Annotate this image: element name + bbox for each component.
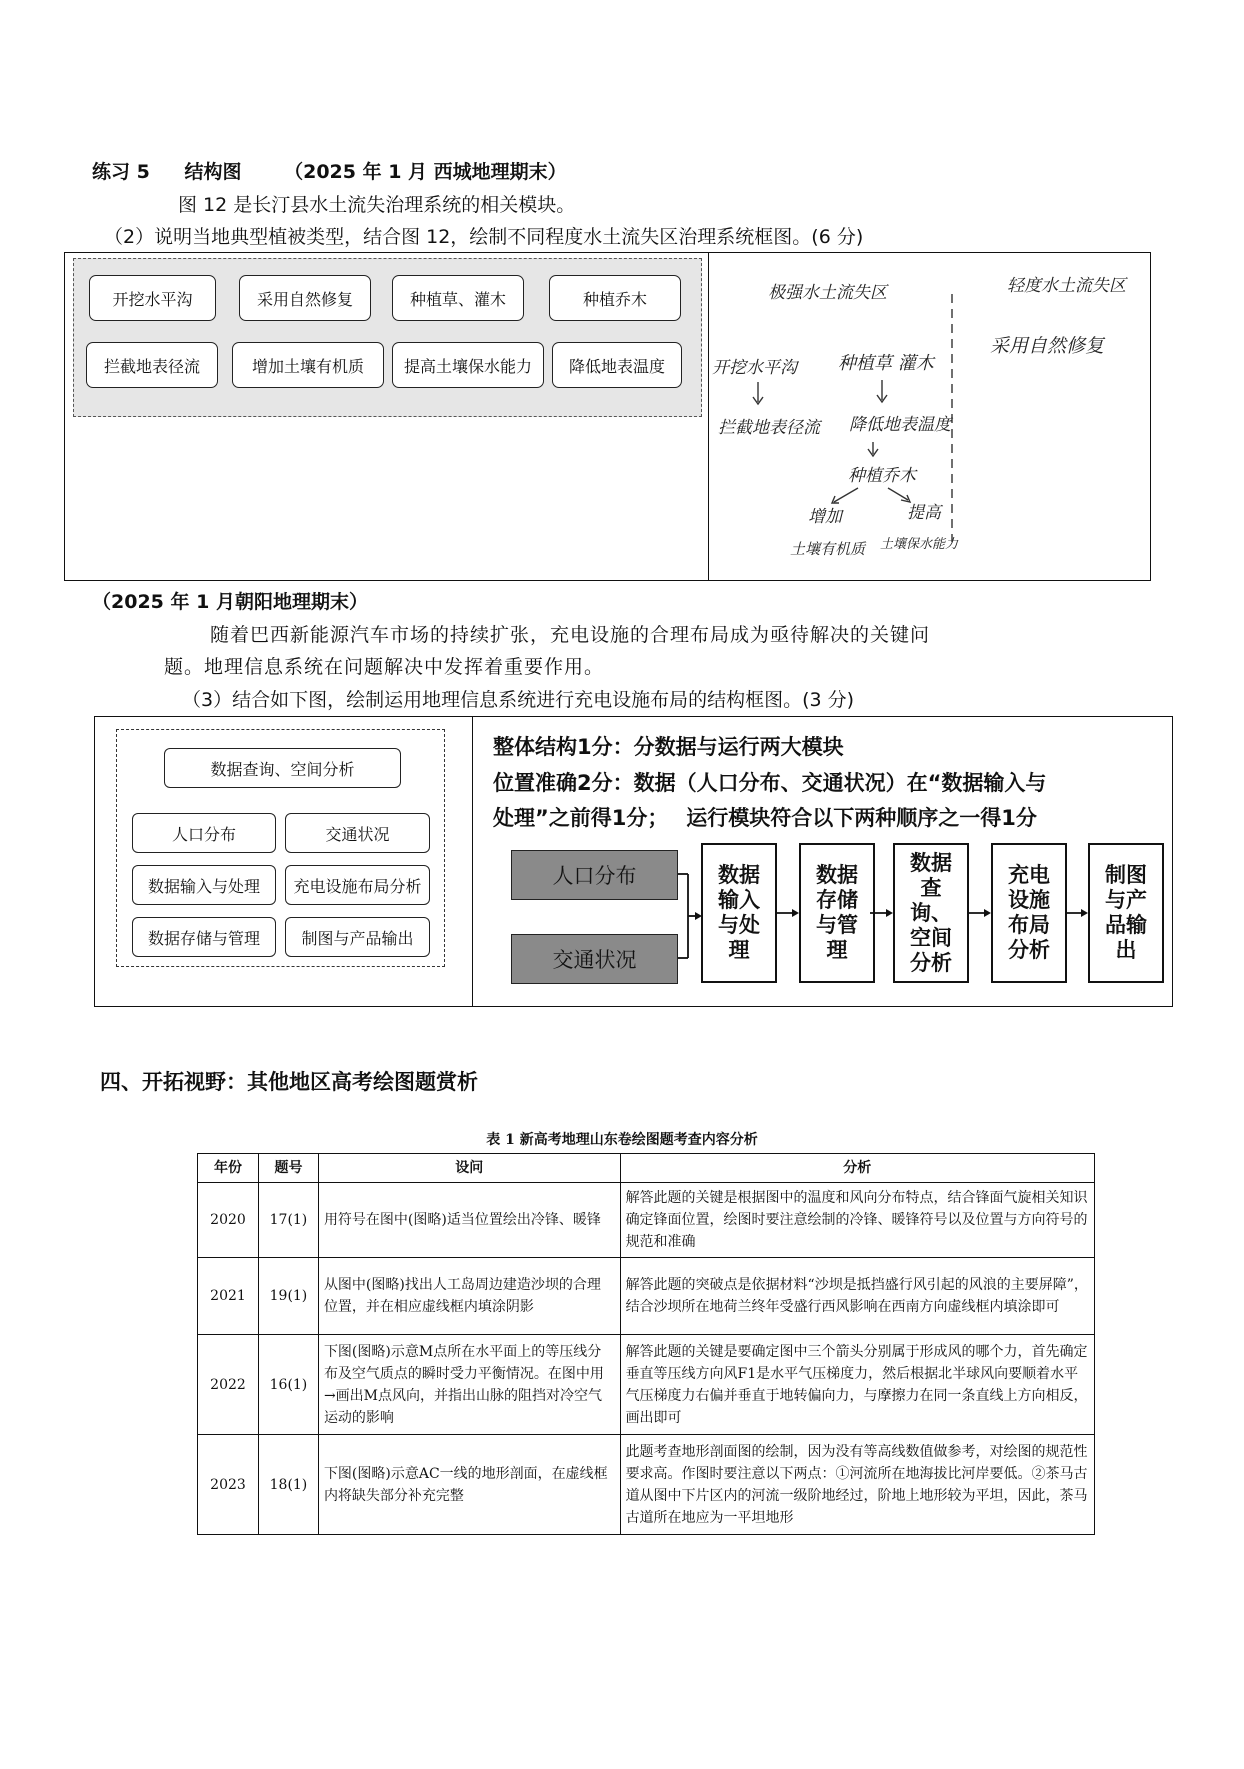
table-row <box>198 1335 1095 1435</box>
header-analysis: 分析 <box>620 1154 1094 1183</box>
exercise-heading <box>92 157 567 184</box>
module-storage: 数据存储与管理 <box>132 917 276 957</box>
cell-year: 2021 <box>198 1258 259 1335</box>
module-panel <box>73 258 702 417</box>
flow-step-layout: 充电设施布局分析 <box>991 843 1067 983</box>
cell-analysis: 此题考查地形剖面图的绘制，因为没有等高线数值做参考，对绘图的规范性要求高。作图时要注意以下两点：①河流所在地海拔比河岸要低。②茶马古道从图中下片区内的河流一级阶地经过，阶地上地形较为平坦，因此，茶马古道所在地应为一平坦地形 <box>620 1435 1094 1535</box>
module-box: 增加土壤有机质 <box>232 342 384 388</box>
table-row <box>198 1258 1095 1335</box>
module-box: 采用自然修复 <box>239 275 371 321</box>
hw-node-runoff: 拦截地表径流 <box>718 418 820 438</box>
cell-analysis: 解答此题的关键是根据图中的温度和风向分布特点，结合锋面气旋相关知识确定锋面位置，绘图时要注意绘制的冷锋、暖锋符号以及位置与方向符号的规范和准确 <box>620 1183 1094 1258</box>
cell-analysis: 解答此题的关键是要确定图中三个箭头分别属于形成风的哪个力，首先确定垂直等压线方向风F1是水平气压梯度力，然后根据北半球风向要顺着水平气压梯度力右偏并垂直于地转偏向力，与摩擦力在同一条直线上方向相反，画出即可 <box>620 1335 1094 1435</box>
flow-step-input: 数据输入与处理 <box>701 843 777 983</box>
module-box: 开挖水平沟 <box>89 275 216 321</box>
table-row <box>198 1435 1095 1535</box>
gis-figure-divider <box>472 716 473 1007</box>
cell-year: 2022 <box>198 1335 259 1435</box>
flow-step-output: 制图与产品输出 <box>1088 843 1164 983</box>
gis-module-panel <box>116 729 445 967</box>
rubric-line2: 位置准确2分：数据（人口分布、交通状况）在“数据输入与 <box>493 771 1047 795</box>
header-number: 题号 <box>258 1154 318 1183</box>
rubric-line1: 整体结构1分：分数据与运行两大模块 <box>493 735 844 759</box>
flow-input-population: 人口分布 <box>511 850 678 900</box>
hw-node-organic: 土壤有机质 <box>790 540 866 558</box>
flow-connectors <box>678 843 1098 983</box>
hw-node-ditch: 开挖水平沟 <box>712 358 797 378</box>
cell-question: 下图(图略)示意AC一线的地形剖面，在虚线框内将缺失部分补充完整 <box>318 1435 620 1535</box>
module-population: 人口分布 <box>132 813 276 853</box>
hw-arrows <box>708 252 1148 580</box>
cell-question: 从图中(图略)找出人工岛周边建造沙坝的合理位置，并在相应虚线框内填涂阴影 <box>318 1258 620 1335</box>
exercise-label: 练习 5 <box>92 161 150 183</box>
analysis-table <box>197 1153 1095 1535</box>
module-query: 数据查询、空间分析 <box>164 748 401 788</box>
module-box: 种植乔木 <box>549 275 681 321</box>
module-traffic: 交通状况 <box>285 813 430 853</box>
cell-question: 用符号在图中(图略)适当位置绘出冷锋、暖锋 <box>318 1183 620 1258</box>
table-row <box>198 1183 1095 1258</box>
table-caption: 表 1 新高考地理山东卷绘图题考查内容分析 <box>486 1132 758 1148</box>
hw-node-temp: 降低地表温度 <box>849 415 951 435</box>
table-header-row <box>198 1154 1095 1183</box>
module-box: 降低地表温度 <box>552 342 682 388</box>
module-input: 数据输入与处理 <box>132 865 276 905</box>
module-output: 制图与产品输出 <box>285 917 430 957</box>
cell-number: 17(1) <box>258 1183 318 1258</box>
chaoyang-paragraph-line1: 随着巴西新能源汽车市场的持续扩张，充电设施的合理布局成为亟待解决的关键问 <box>210 624 931 646</box>
cell-year: 2020 <box>198 1183 259 1258</box>
exercise-intro: 图 12 是长汀县水土流失治理系统的相关模块。 <box>178 194 576 216</box>
hw-node-water: 土壤保水能力 <box>880 537 959 552</box>
hw-mild-title: 轻度水土流失区 <box>1007 276 1126 296</box>
flow-step-query: 数据查询、空间分析 <box>893 843 969 983</box>
module-layout: 充电设施布局分析 <box>285 865 430 905</box>
cell-number: 16(1) <box>258 1335 318 1435</box>
exercise-source: （2025 年 1 月 西城地理期末） <box>284 161 567 183</box>
module-box: 提高土壤保水能力 <box>392 342 544 388</box>
cell-question: 下图(图略)示意M点所在水平面上的等压线分布及空气质点的瞬时受力平衡情况。在图中用→画出M点风向，并指出山脉的阻挡对冷空气运动的影响 <box>318 1335 620 1435</box>
cell-year: 2023 <box>198 1435 259 1535</box>
hw-node-trees: 种植乔木 <box>848 466 916 486</box>
cell-analysis: 解答此题的突破点是依据材料“沙坝是抵挡盛行风引起的风浪的主要屏障”，结合沙坝所在地荷兰终年受盛行西风影响在西南方向虚线框内填涂即可 <box>620 1258 1094 1335</box>
section4-heading: 四、开拓视野：其他地区高考绘图题赏析 <box>100 1070 478 1094</box>
chaoyang-paragraph-line2: 题。地理信息系统在问题解决中发挥着重要作用。 <box>164 656 605 678</box>
exercise-title: 结构图 <box>184 161 242 183</box>
exercise-question-2: （2）说明当地典型植被类型，结合图 12，绘制不同程度水土流失区治理系统框图。(6 分) <box>104 226 864 248</box>
hw-node-increase: 增加 <box>808 507 842 527</box>
cell-number: 19(1) <box>258 1258 318 1335</box>
flow-input-traffic: 交通状况 <box>511 934 678 984</box>
hw-mild-measure: 采用自然修复 <box>990 335 1105 357</box>
rubric-line3: 处理”之前得1分； 运行模块符合以下两种顺序之一得1分 <box>493 806 1037 830</box>
header-question: 设问 <box>318 1154 620 1183</box>
header-year: 年份 <box>198 1154 259 1183</box>
cell-number: 18(1) <box>258 1435 318 1535</box>
module-box: 拦截地表径流 <box>86 342 218 388</box>
hw-severe-title: 极强水土流失区 <box>768 283 887 303</box>
chaoyang-question-3: （3）结合如下图，绘制运用地理信息系统进行充电设施布局的结构框图。(3 分) <box>182 689 855 711</box>
module-box: 种植草、灌木 <box>392 275 524 321</box>
flow-step-storage: 数据存储与管理 <box>799 843 875 983</box>
chaoyang-source: （2025 年 1 月朝阳地理期末） <box>92 591 368 613</box>
hw-node-grass: 种植草 灌木 <box>838 353 934 374</box>
hw-node-raise: 提高 <box>907 503 941 523</box>
